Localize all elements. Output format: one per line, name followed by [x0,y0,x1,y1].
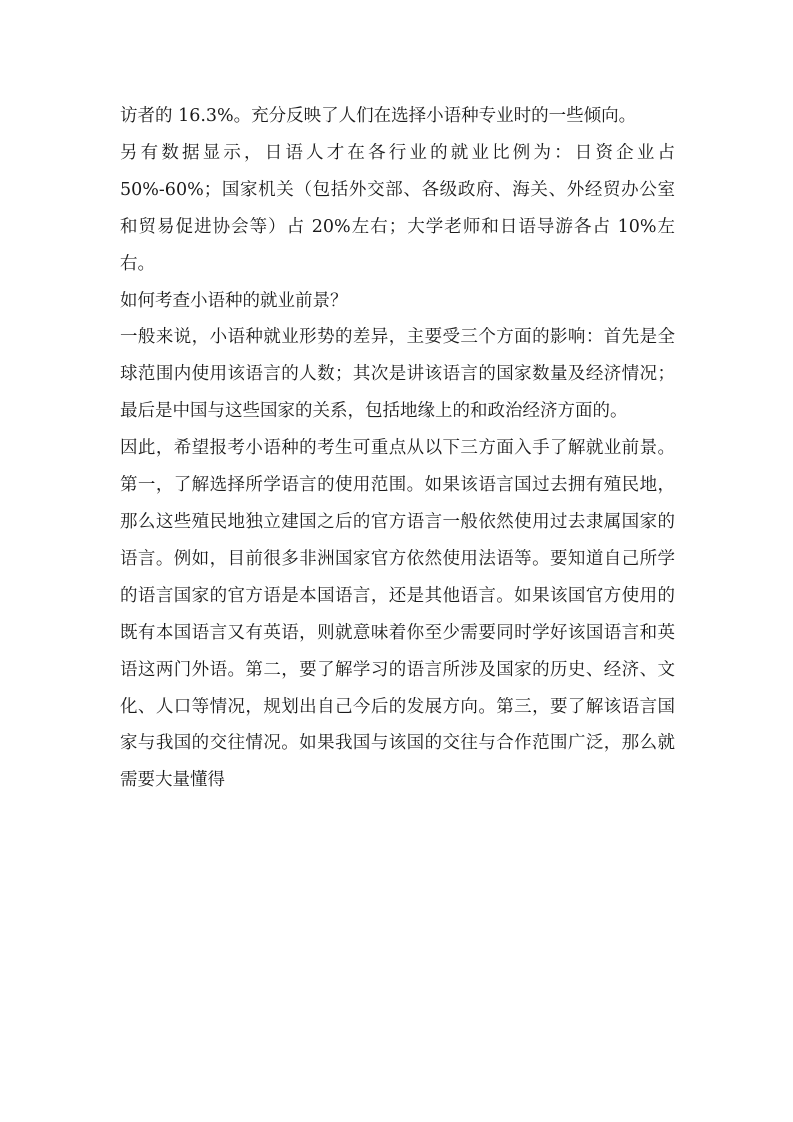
paragraph-1: 访者的 16.3%。充分反映了人们在选择小语种专业时的一些倾向。 [120,106,637,126]
paragraph-2: 另有数据显示，日语人才在各行业的就业比例为：日资企业占 50%-60%；国家机关（包括外交部、各级政府、海关、外经贸办公室和贸易促进协会等）占 20%左右；大学老师和日语导游各占 10%左右。 [120,142,675,274]
document-body [120,98,675,799]
paragraph-4: 因此，希望报考小语种的考生可重点从以下三方面入手了解就业前景。 第一，了解选择所学语言的使用范围。如果该语言国过去拥有殖民地，那么这些殖民地独立建国之后的官方语言一般依然使用过去隶属国家的语言。例如，目前很多非洲国家官方依然使用法语等。要知道自己所学的语言国家的官方语是本国语言，还是其他语言。如果该国官方使用的既有本国语言又有英语，则就意味着你至少需要同时学好该国语言和英语这两门外语。第二，要了解学习的语言所涉及国家的历史、经济、文化、人口等情况，规划出自己今后的发展方向。第三，要了解该语言国家与我国的交往情况。如果我国与该国的交往与合作范围广泛，那么就需要大量懂得 [120,438,675,791]
paragraph-3: 一般来说，小语种就业形势的差异，主要受三个方面的影响：首先是全球范围内使用该语言的人数；其次是讲该语言的国家数量及经济情况；最后是中国与这些国家的关系，包括地缘上的和政治经济方面的。 [120,327,675,422]
section-heading: 如何考查小语种的就业前景？ [120,290,348,311]
